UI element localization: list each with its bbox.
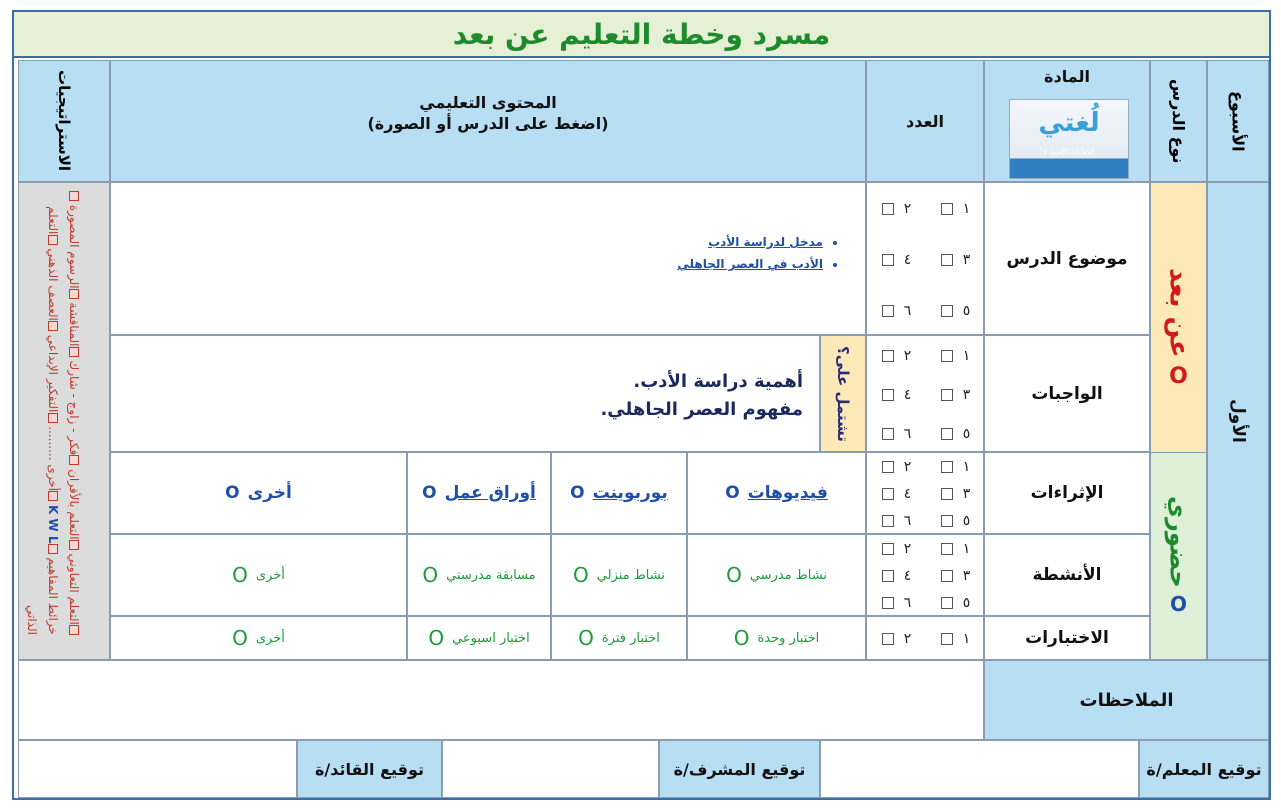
book-cover-image[interactable] xyxy=(1009,99,1129,179)
checkbox-5[interactable]: ٥ xyxy=(926,507,985,535)
enrichment-powerpoint[interactable]: بوربوينت O xyxy=(551,452,687,534)
checkbox-1[interactable]: ١ xyxy=(926,617,985,661)
signature-teacher-label: توقيع المعلم/ة xyxy=(1139,740,1269,798)
activity-competition[interactable]: مسابقة مدرستي O xyxy=(407,534,551,616)
checkbox-4[interactable]: ٤ xyxy=(867,562,926,589)
header-content-hint: (اضغط على الدرس أو الصورة) xyxy=(367,114,609,133)
strategy-item[interactable]: التفكير الإبداعي xyxy=(46,334,60,413)
header-count: العدد xyxy=(866,60,984,182)
strategy-item[interactable]: فكر - زاوج - شارك xyxy=(67,360,81,456)
signature-supervisor-label: توقيع المشرف/ة xyxy=(659,740,820,798)
count-activities xyxy=(866,534,984,616)
enrichment-videos[interactable]: فيديوهات O xyxy=(687,452,866,534)
checkbox-5[interactable]: ٥ xyxy=(926,589,985,617)
checkbox-3[interactable]: ٣ xyxy=(926,375,985,414)
lesson-link-1[interactable]: مدخل لدراسة الأدب xyxy=(708,235,823,249)
test-period[interactable]: اختبار فترة O xyxy=(551,616,687,660)
row-label-tests: الاختبارات xyxy=(984,616,1150,660)
enrichment-other[interactable]: أخرى O xyxy=(110,452,407,534)
checkbox-1[interactable]: ١ xyxy=(926,535,985,562)
checkbox-6[interactable]: ٦ xyxy=(867,285,926,336)
strategy-item[interactable]: K W L xyxy=(46,505,60,544)
checkbox-6[interactable]: ٦ xyxy=(867,589,926,617)
inperson-cell[interactable] xyxy=(1150,452,1207,660)
homework-content xyxy=(110,335,820,452)
header-lesson-type: نوع الدرس xyxy=(1150,60,1207,182)
checkbox-1[interactable]: ١ xyxy=(926,183,985,234)
checkbox-2[interactable]: ٢ xyxy=(867,535,926,562)
count-homework xyxy=(866,335,984,452)
row-label-activities: الأنشطة xyxy=(984,534,1150,616)
homework-line-1: أهمية دراسة الأدب. xyxy=(633,371,803,392)
strategy-item[interactable]: أخرى ......... xyxy=(46,426,60,492)
count-tests xyxy=(866,616,984,660)
header-content-title: المحتوى التعليمي xyxy=(419,93,557,112)
header-content xyxy=(110,60,866,182)
count-enrichment xyxy=(866,452,984,534)
activity-other[interactable]: أخرى O xyxy=(110,534,407,616)
checkbox-1[interactable]: ١ xyxy=(926,336,985,375)
book-cover-subtitle: الكفايات اللغوية ٥ xyxy=(1043,148,1095,156)
notes-label: الملاحظات xyxy=(984,660,1269,740)
strategy-item[interactable]: خرائط المفاهيم xyxy=(46,557,60,635)
strategy-item[interactable]: الرسوم المصورة xyxy=(67,204,81,289)
count-topic xyxy=(866,182,984,335)
checkbox-6[interactable]: ٦ xyxy=(867,414,926,453)
signature-leader-label: توقيع القائد/ة xyxy=(297,740,442,798)
test-other[interactable]: أخرى O xyxy=(110,616,407,660)
strategy-item[interactable]: التعلم التعاوني xyxy=(67,553,81,625)
homework-line-2: مفهوم العصر الجاهلي. xyxy=(600,399,803,420)
row-label-enrichment: الإثراءات xyxy=(984,452,1150,534)
subject-cell xyxy=(984,60,1150,182)
checkbox-4[interactable]: ٤ xyxy=(867,480,926,507)
checkbox-5[interactable]: ٥ xyxy=(926,285,985,336)
test-weekly[interactable]: اختبار اسبوعي O xyxy=(407,616,551,660)
checkbox-4[interactable]: ٤ xyxy=(867,375,926,414)
topic-content xyxy=(110,182,866,335)
enrichment-worksheets[interactable]: أوراق عمل O xyxy=(407,452,551,534)
checkbox-2[interactable]: ٢ xyxy=(867,453,926,480)
notes-field[interactable] xyxy=(18,660,984,740)
header-strategy: الاستراتيجيات xyxy=(18,60,110,182)
remote-radio[interactable]: O xyxy=(1169,363,1188,389)
strategy-item[interactable]: التعلم الذاتي xyxy=(25,206,60,635)
remote-cell[interactable] xyxy=(1150,182,1207,475)
remote-label: عن بعد xyxy=(1163,268,1194,358)
checkbox-6[interactable]: ٦ xyxy=(867,507,926,535)
checkbox-3[interactable]: ٣ xyxy=(926,562,985,589)
checkbox-1[interactable]: ١ xyxy=(926,453,985,480)
lesson-link-2[interactable]: الأدب في العصر الجاهلي xyxy=(677,257,823,271)
checkbox-2[interactable]: ٢ xyxy=(867,617,926,661)
strategy-item[interactable]: المناقشة xyxy=(67,302,81,347)
checkbox-2[interactable]: ٢ xyxy=(867,336,926,375)
strategy-list xyxy=(18,182,110,660)
plan-frame xyxy=(12,10,1271,800)
test-unit[interactable]: اختبار وحدة O xyxy=(687,616,866,660)
header-subject: المادة xyxy=(1044,67,1090,86)
activity-home[interactable]: نشاط منزلي O xyxy=(551,534,687,616)
strategy-item[interactable]: العصف الذهني xyxy=(46,248,60,322)
row-label-topic: موضوع الدرس xyxy=(984,182,1150,335)
page-title: مسرد وخطة التعليم عن بعد xyxy=(14,12,1269,58)
header-week: الأسبوع xyxy=(1207,60,1269,182)
checkbox-3[interactable]: ٣ xyxy=(926,480,985,507)
checkbox-4[interactable]: ٤ xyxy=(867,234,926,285)
strategy-item[interactable]: التعلم بالأقران xyxy=(67,469,81,540)
activity-school[interactable]: نشاط مدرسي O xyxy=(687,534,866,616)
inperson-radio[interactable]: O xyxy=(1169,591,1187,616)
book-cover-title: لُغتي xyxy=(1038,108,1100,138)
signature-leader-field[interactable] xyxy=(18,740,297,798)
checkbox-2[interactable]: ٢ xyxy=(867,183,926,234)
checkbox-5[interactable]: ٥ xyxy=(926,414,985,453)
signature-teacher-field[interactable] xyxy=(820,740,1139,798)
signature-supervisor-field[interactable] xyxy=(442,740,659,798)
week-value: الأول xyxy=(1207,182,1269,660)
homework-includes-label: تشتمل على؟ xyxy=(820,335,866,452)
checkbox-3[interactable]: ٣ xyxy=(926,234,985,285)
inperson-label: حضوري xyxy=(1164,496,1193,588)
row-label-homework: الواجبات xyxy=(984,335,1150,452)
